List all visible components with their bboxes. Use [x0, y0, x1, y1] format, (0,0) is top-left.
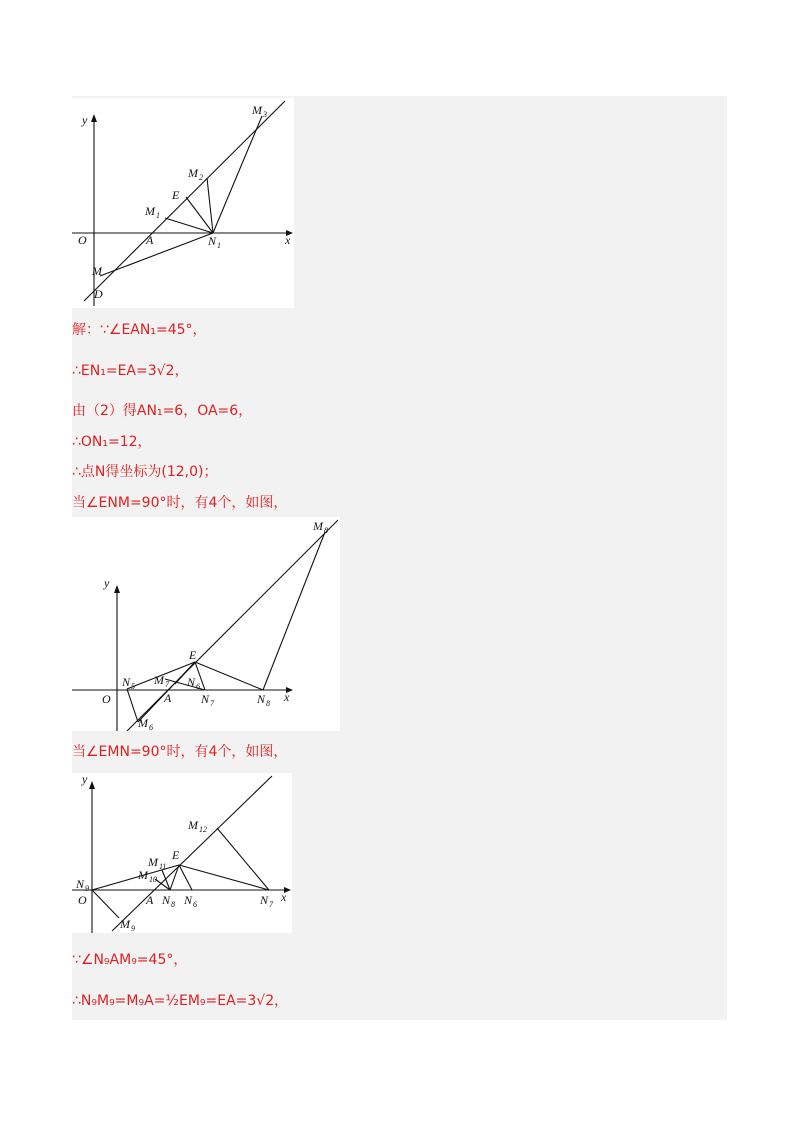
label-M9: M — [120, 917, 130, 931]
label-x: x — [281, 890, 287, 904]
figure-2-diagram — [72, 517, 340, 731]
label-x: x — [284, 690, 290, 704]
label-M9-sub: 9 — [131, 924, 135, 933]
figure-3-diagram — [72, 773, 292, 933]
label-N6-sub: 6 — [196, 682, 200, 691]
label-M2: M — [188, 166, 198, 180]
label-A: A — [146, 893, 154, 907]
label-M3: M — [252, 103, 262, 117]
label-N8: N — [257, 692, 266, 706]
label-N5-sub: 5 — [131, 682, 135, 691]
label-M10: M — [138, 868, 148, 882]
text-line-3: 由（2）得AN₁=6，OA=6， — [72, 403, 253, 419]
line-AE — [112, 776, 272, 931]
label-M6: M — [138, 716, 148, 730]
label-N5: N — [122, 675, 131, 689]
text-line-6: 当∠ENM=90°时，有4个，如图， — [72, 495, 288, 511]
label-E: E — [189, 648, 197, 662]
label-N6: N — [184, 893, 193, 907]
text-line-8: ∵∠N₉AM₉=45°， — [72, 952, 188, 968]
label-O: O — [78, 233, 87, 247]
label-N8-sub: 8 — [171, 900, 175, 909]
label-M1-sub: 1 — [156, 211, 160, 220]
text-line-7: 当∠EMN=90°时，有4个，如图， — [72, 744, 288, 760]
label-N7-sub: 7 — [269, 900, 273, 909]
label-M8: M — [313, 519, 323, 533]
text-line-2: ∴EN₁=EA=3√2， — [72, 363, 189, 379]
label-N7-sub: 7 — [210, 699, 214, 708]
label-M7-sub: 7 — [165, 680, 169, 689]
label-M6-sub: 6 — [149, 723, 153, 731]
label-N8-sub: 8 — [266, 699, 270, 708]
label-M12: M — [188, 818, 198, 832]
label-N6-sub: 6 — [193, 900, 197, 909]
label-y: y — [104, 576, 110, 590]
label-N7: N — [201, 692, 210, 706]
label-M11: M — [148, 855, 158, 869]
label-N7: N — [260, 893, 269, 907]
label-E: E — [172, 188, 180, 202]
label-M12-sub: 12 — [199, 825, 207, 834]
label-y: y — [82, 113, 88, 127]
label-M1: M — [145, 204, 155, 218]
label-N8: N — [162, 893, 171, 907]
label-A: A — [164, 691, 172, 705]
label-M8-sub: 8 — [324, 526, 328, 535]
label-O: O — [102, 692, 111, 706]
figure-1-diagram — [72, 98, 294, 308]
label-M3-sub: 3 — [263, 110, 267, 119]
label-N1-sub: 1 — [217, 241, 221, 250]
figure-3 — [72, 773, 292, 933]
label-M11-sub: 11 — [159, 862, 167, 871]
text-line-9: ∴N₉M₉=M₉A=½EM₉=EA=3√2， — [72, 993, 289, 1009]
text-line-5: ∴点N得坐标为(12,0)； — [72, 464, 218, 480]
line-AE — [127, 520, 338, 731]
text-line-1: 解：∵∠EAN₁=45°， — [72, 322, 207, 338]
figure-1 — [72, 98, 294, 308]
label-N1: N — [208, 234, 217, 248]
label-y: y — [82, 773, 88, 786]
figure-2 — [72, 517, 340, 731]
text-line-4: ∴ON₁=12， — [72, 434, 152, 450]
label-A: A — [146, 233, 154, 247]
label-D: D — [94, 287, 103, 301]
label-M10-sub: 10 — [149, 875, 157, 884]
segment-MN1 — [100, 233, 213, 276]
label-M2-sub: 2 — [199, 173, 203, 182]
label-M7: M — [154, 673, 164, 687]
label-E: E — [172, 848, 180, 862]
label-M: M — [92, 264, 102, 278]
label-N6: N — [187, 675, 196, 689]
label-N9: N — [76, 877, 85, 891]
label-N9-sub: 9 — [85, 884, 89, 893]
label-O: O — [78, 893, 87, 907]
label-x: x — [285, 233, 291, 247]
